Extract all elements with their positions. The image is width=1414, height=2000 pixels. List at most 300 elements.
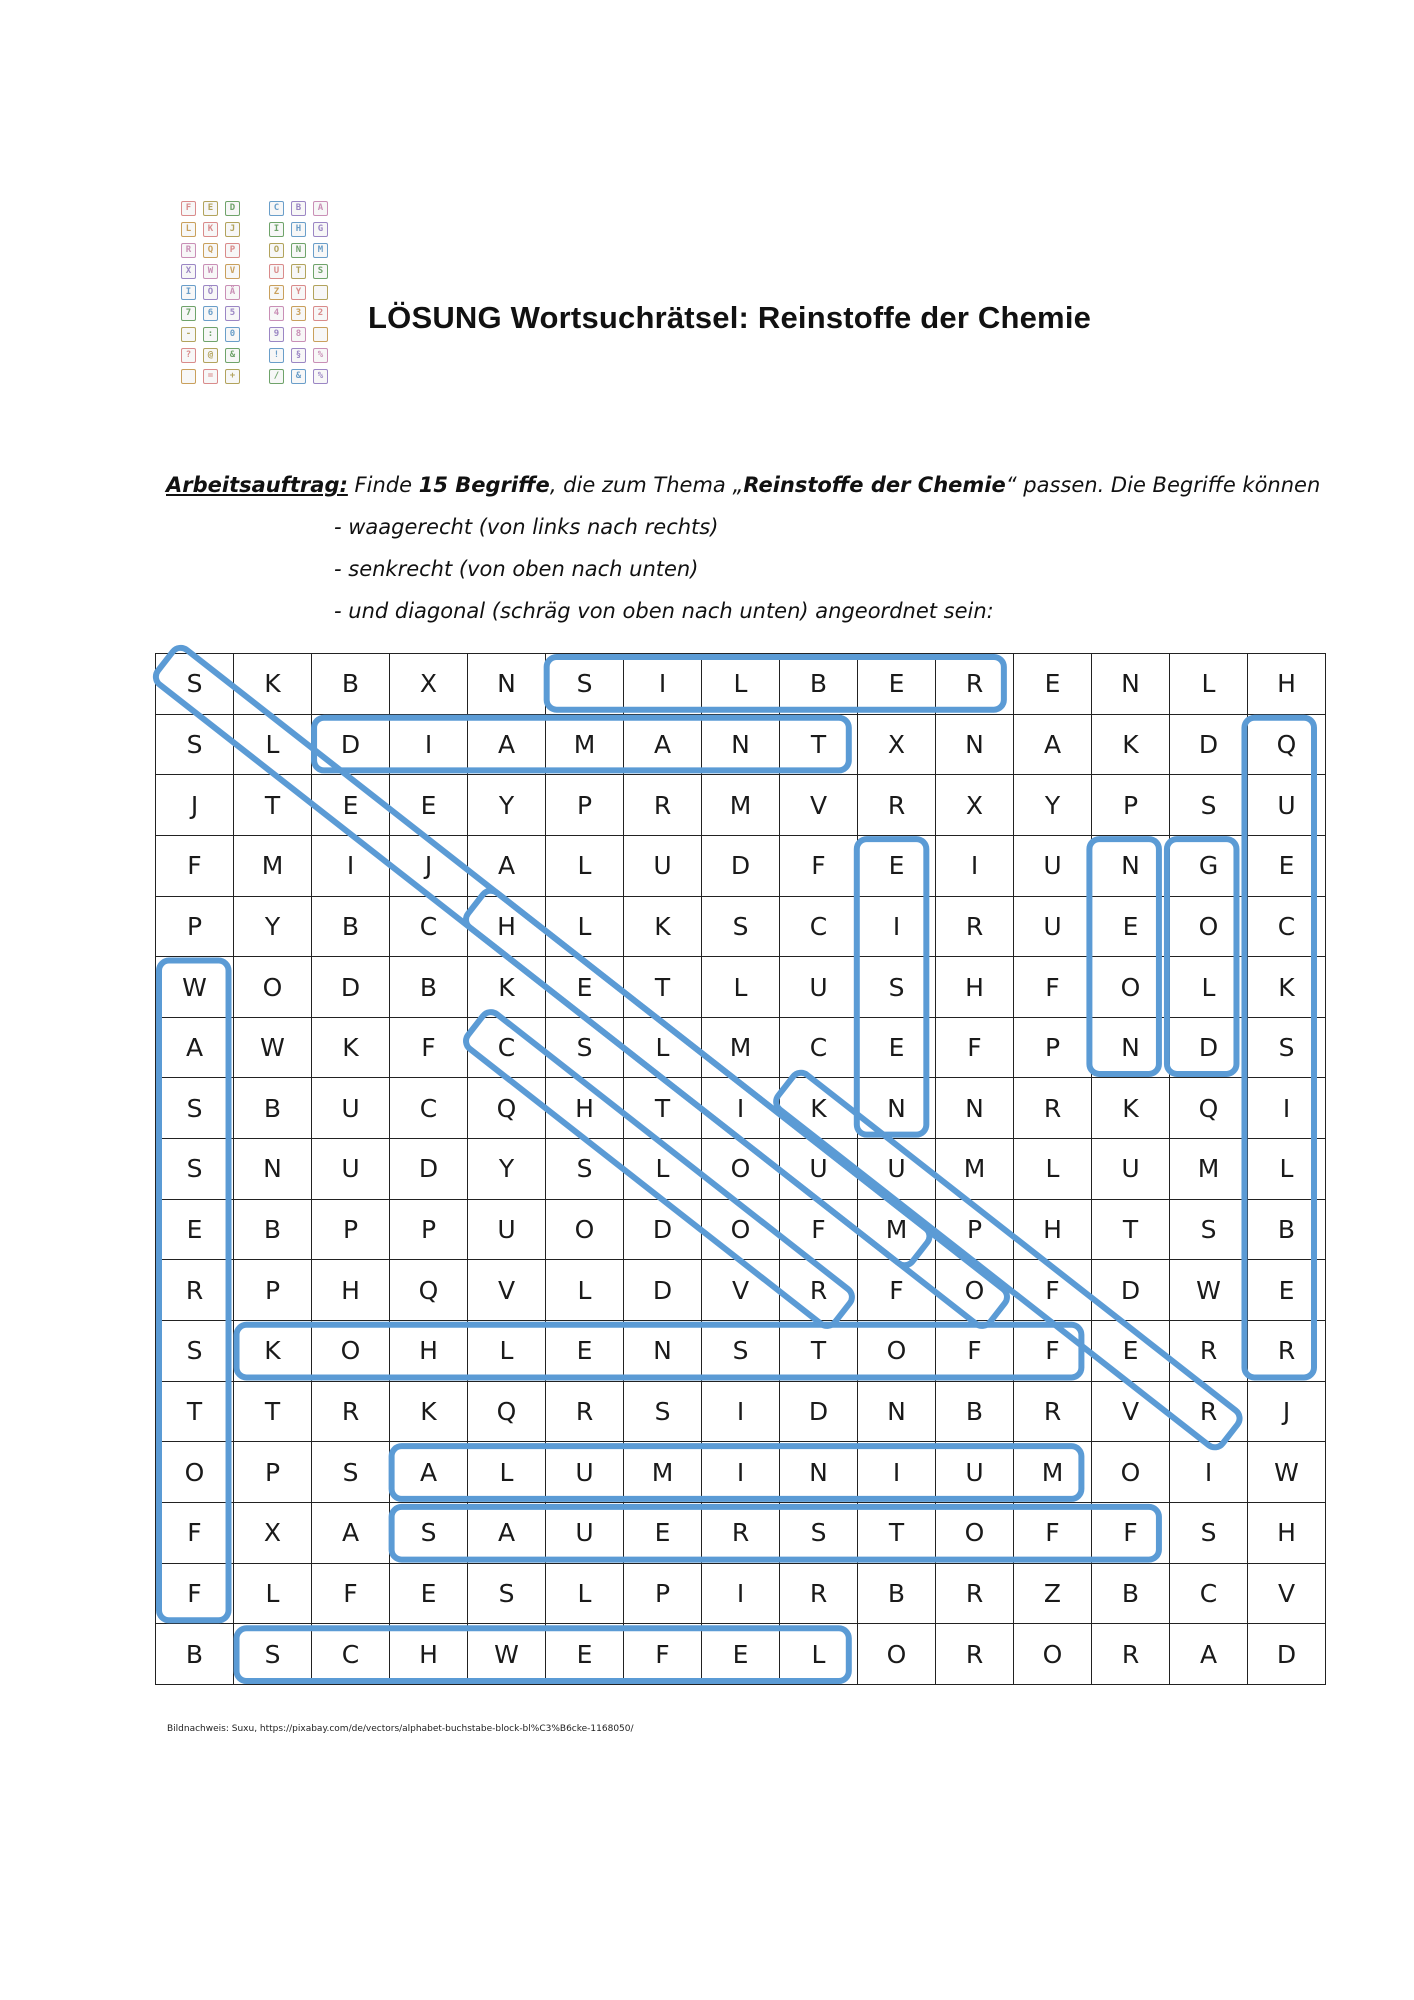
grid-cell[interactable]: I [312, 835, 390, 896]
grid-cell[interactable]: P [390, 1199, 468, 1260]
grid-cell[interactable]: M [858, 1199, 936, 1260]
grid-cell[interactable]: U [780, 1139, 858, 1200]
grid-cell[interactable]: O [1092, 957, 1170, 1018]
grid-cell[interactable]: L [1170, 957, 1248, 1018]
grid-cell[interactable]: O [858, 1321, 936, 1382]
grid-cell[interactable]: W [234, 1017, 312, 1078]
grid-cell[interactable]: Y [468, 1139, 546, 1200]
grid-cell[interactable]: S [702, 1321, 780, 1382]
grid-cell[interactable]: E [546, 1624, 624, 1685]
grid-cell[interactable]: L [546, 835, 624, 896]
grid-cell[interactable]: U [858, 1139, 936, 1200]
grid-cell[interactable]: S [624, 1381, 702, 1442]
grid-cell[interactable]: M [1014, 1442, 1092, 1503]
logo-cube: Ö [203, 285, 218, 300]
grid-cell[interactable]: L [1170, 654, 1248, 715]
grid-cell[interactable]: D [702, 835, 780, 896]
grid-cell[interactable]: H [546, 1078, 624, 1139]
grid-row [156, 775, 1326, 836]
grid-cell[interactable]: O [234, 957, 312, 1018]
grid-cell[interactable]: U [936, 1442, 1014, 1503]
logo-cube: Z [269, 285, 284, 300]
instruction-topic: Reinstoffe der Chemie [743, 473, 1006, 497]
grid-cell[interactable]: U [1014, 896, 1092, 957]
grid-cell[interactable]: F [1014, 1321, 1092, 1382]
grid-cell[interactable]: I [858, 1442, 936, 1503]
grid-cell[interactable]: S [1170, 1502, 1248, 1563]
instruction-label: Arbeitsauftrag: [166, 473, 348, 497]
grid-cell[interactable]: Y [234, 896, 312, 957]
grid-cell[interactable]: V [702, 1260, 780, 1321]
grid-cell[interactable]: D [624, 1260, 702, 1321]
grid-cell[interactable]: E [1014, 654, 1092, 715]
grid-cell[interactable]: E [624, 1502, 702, 1563]
logo-cube: ! [269, 348, 284, 363]
grid-cell[interactable]: I [702, 1381, 780, 1442]
grid-cell[interactable]: R [780, 1563, 858, 1624]
grid-cell[interactable]: N [858, 1381, 936, 1442]
grid-cell[interactable]: E [858, 1017, 936, 1078]
grid-cell[interactable]: N [468, 654, 546, 715]
grid-cell[interactable]: E [1092, 1321, 1170, 1382]
grid-cell[interactable]: R [780, 1260, 858, 1321]
grid-row [156, 1139, 1326, 1200]
grid-cell[interactable]: K [624, 896, 702, 957]
instruction-line-3: - senkrecht (von oben nach unten) [334, 557, 699, 581]
grid-cell[interactable]: O [702, 1139, 780, 1200]
logo-cube: % [313, 369, 328, 384]
grid-cell[interactable]: O [858, 1624, 936, 1685]
grid-cell[interactable]: F [1014, 1502, 1092, 1563]
grid-cell[interactable]: F [390, 1017, 468, 1078]
grid-cell[interactable]: B [312, 896, 390, 957]
grid-cell[interactable]: E [156, 1199, 234, 1260]
grid-cell[interactable]: E [546, 1321, 624, 1382]
grid-cell[interactable]: C [312, 1624, 390, 1685]
grid-cell[interactable]: B [390, 957, 468, 1018]
grid-cell[interactable]: D [1170, 1017, 1248, 1078]
grid-cell[interactable]: P [936, 1199, 1014, 1260]
grid-cell[interactable]: O [312, 1321, 390, 1382]
grid-cell[interactable]: C [468, 1017, 546, 1078]
grid-cell[interactable]: M [234, 835, 312, 896]
grid-cell[interactable]: R [312, 1381, 390, 1442]
grid-cell[interactable]: E [858, 654, 936, 715]
grid-cell[interactable]: M [624, 1442, 702, 1503]
grid-cell[interactable]: H [936, 957, 1014, 1018]
grid-cell[interactable]: D [312, 714, 390, 775]
grid-cell[interactable]: K [1092, 714, 1170, 775]
logo-cube: 2 [313, 306, 328, 321]
grid-cell[interactable]: F [858, 1260, 936, 1321]
grid-row [156, 957, 1326, 1018]
grid-cell[interactable]: K [1092, 1078, 1170, 1139]
grid-cell[interactable]: N [1092, 1017, 1170, 1078]
grid-cell[interactable]: K [1248, 957, 1326, 1018]
grid-cell[interactable]: O [1014, 1624, 1092, 1685]
grid-cell[interactable]: Q [468, 1381, 546, 1442]
grid-cell[interactable]: T [1092, 1199, 1170, 1260]
grid-cell[interactable]: R [624, 775, 702, 836]
grid-row [156, 1260, 1326, 1321]
grid-cell[interactable]: R [1248, 1321, 1326, 1382]
grid-cell[interactable]: A [468, 1502, 546, 1563]
logo-cube: ? [181, 348, 196, 363]
grid-cell[interactable]: S [546, 1139, 624, 1200]
grid-cell[interactable]: F [1014, 1260, 1092, 1321]
grid-row [156, 1381, 1326, 1442]
grid-cell[interactable]: P [312, 1199, 390, 1260]
grid-cell[interactable]: A [312, 1502, 390, 1563]
grid-cell[interactable]: P [624, 1563, 702, 1624]
grid-cell[interactable]: U [1092, 1139, 1170, 1200]
grid-cell[interactable]: U [312, 1139, 390, 1200]
grid-cell[interactable]: D [624, 1199, 702, 1260]
grid-cell[interactable]: T [780, 714, 858, 775]
grid-cell[interactable]: S [702, 896, 780, 957]
grid-cell[interactable]: K [312, 1017, 390, 1078]
grid-cell[interactable]: E [1248, 1260, 1326, 1321]
grid-cell[interactable]: N [624, 1321, 702, 1382]
grid-cell[interactable]: O [702, 1199, 780, 1260]
grid-row [156, 835, 1326, 896]
grid-cell[interactable]: I [858, 896, 936, 957]
grid-cell[interactable]: N [780, 1442, 858, 1503]
grid-cell[interactable]: S [156, 1139, 234, 1200]
grid-cell[interactable]: K [468, 957, 546, 1018]
grid-cell[interactable]: T [624, 1078, 702, 1139]
grid-cell[interactable]: E [546, 957, 624, 1018]
grid-cell[interactable]: P [1092, 775, 1170, 836]
grid-cell[interactable]: S [390, 1502, 468, 1563]
grid-cell[interactable]: K [234, 654, 312, 715]
grid-cell[interactable]: R [936, 1624, 1014, 1685]
grid-cell[interactable]: M [702, 775, 780, 836]
grid-cell[interactable]: B [312, 654, 390, 715]
grid-cell[interactable]: L [546, 896, 624, 957]
grid-cell[interactable]: A [1014, 714, 1092, 775]
grid-cell[interactable]: M [1170, 1139, 1248, 1200]
grid-cell[interactable]: S [156, 654, 234, 715]
grid-cell[interactable]: J [1248, 1381, 1326, 1442]
grid-cell[interactable]: H [312, 1260, 390, 1321]
grid-cell[interactable]: X [390, 654, 468, 715]
grid-cell[interactable]: B [780, 654, 858, 715]
grid-cell[interactable]: H [1248, 654, 1326, 715]
grid-cell[interactable]: E [390, 775, 468, 836]
grid-cell[interactable]: E [702, 1624, 780, 1685]
grid-cell[interactable]: M [702, 1017, 780, 1078]
grid-cell[interactable]: K [390, 1381, 468, 1442]
grid-cell[interactable]: V [468, 1260, 546, 1321]
grid-row [156, 1502, 1326, 1563]
logo-cube: I [269, 222, 284, 237]
grid-cell[interactable]: U [546, 1442, 624, 1503]
grid-cell[interactable]: F [936, 1017, 1014, 1078]
grid-cell[interactable]: E [390, 1563, 468, 1624]
grid-cell[interactable]: J [156, 775, 234, 836]
grid-cell[interactable]: W [1248, 1442, 1326, 1503]
grid-cell[interactable]: I [390, 714, 468, 775]
grid-cell[interactable]: M [546, 714, 624, 775]
grid-cell[interactable]: F [312, 1563, 390, 1624]
grid-cell[interactable]: F [936, 1321, 1014, 1382]
grid-cell[interactable]: M [936, 1139, 1014, 1200]
grid-cell[interactable]: U [468, 1199, 546, 1260]
grid-cell[interactable]: L [546, 1260, 624, 1321]
logo-cube: 4 [269, 306, 284, 321]
grid-cell[interactable]: U [1248, 775, 1326, 836]
grid-cell[interactable]: O [936, 1502, 1014, 1563]
logo-cube: W [203, 264, 218, 279]
grid-cell[interactable]: W [468, 1624, 546, 1685]
grid-cell[interactable]: L [468, 1321, 546, 1382]
grid-cell[interactable]: S [1170, 775, 1248, 836]
grid-cell[interactable]: R [156, 1260, 234, 1321]
grid-cell[interactable]: X [936, 775, 1014, 836]
grid-cell[interactable]: L [624, 1139, 702, 1200]
grid-cell[interactable]: F [156, 835, 234, 896]
grid-cell[interactable]: F [624, 1624, 702, 1685]
grid-cell[interactable]: F [780, 835, 858, 896]
grid-row [156, 1199, 1326, 1260]
grid-cell[interactable]: D [1092, 1260, 1170, 1321]
grid-cell[interactable]: I [702, 1563, 780, 1624]
logo-cube: U [269, 264, 284, 279]
grid-cell[interactable]: S [156, 714, 234, 775]
instruction-count: 15 Begriffe [418, 473, 550, 497]
grid-cell[interactable]: C [1248, 896, 1326, 957]
grid-row [156, 1442, 1326, 1503]
grid-cell[interactable]: I [1170, 1442, 1248, 1503]
grid-cell[interactable]: E [858, 835, 936, 896]
grid-cell[interactable]: P [1014, 1017, 1092, 1078]
grid-cell[interactable]: U [780, 957, 858, 1018]
grid-cell[interactable]: I [936, 835, 1014, 896]
grid-cell[interactable]: V [1248, 1563, 1326, 1624]
logo-cube: S [313, 264, 328, 279]
grid-cell[interactable]: S [468, 1563, 546, 1624]
grid-cell[interactable]: C [390, 1078, 468, 1139]
grid-cell[interactable]: E [312, 775, 390, 836]
grid-cell[interactable]: N [702, 714, 780, 775]
grid-cell[interactable]: J [390, 835, 468, 896]
grid-cell[interactable]: S [156, 1078, 234, 1139]
grid-cell[interactable]: D [1170, 714, 1248, 775]
grid-cell[interactable]: L [234, 1563, 312, 1624]
grid-cell[interactable]: S [312, 1442, 390, 1503]
grid-row [156, 714, 1326, 775]
grid-cell[interactable]: F [1014, 957, 1092, 1018]
grid-cell[interactable]: N [936, 1078, 1014, 1139]
grid-cell[interactable]: T [156, 1381, 234, 1442]
grid-cell[interactable]: Q [1170, 1078, 1248, 1139]
grid-cell[interactable]: D [312, 957, 390, 1018]
grid-cell[interactable]: V [1092, 1381, 1170, 1442]
grid-cell[interactable]: W [1170, 1260, 1248, 1321]
grid-cell[interactable]: U [1014, 835, 1092, 896]
grid-cell[interactable]: Q [1248, 714, 1326, 775]
grid-cell[interactable]: R [702, 1502, 780, 1563]
grid-cell[interactable]: A [156, 1017, 234, 1078]
grid-cell[interactable]: X [234, 1502, 312, 1563]
grid-cell[interactable]: R [936, 1563, 1014, 1624]
instruction-line-1 [166, 464, 1320, 506]
grid-cell[interactable]: B [858, 1563, 936, 1624]
grid-cell[interactable]: L [546, 1563, 624, 1624]
grid-cell[interactable]: O [936, 1260, 1014, 1321]
grid-cell[interactable]: R [1170, 1381, 1248, 1442]
grid-cell[interactable]: L [702, 654, 780, 715]
grid-cell[interactable]: G [1170, 835, 1248, 896]
logo-cube: C [269, 201, 284, 216]
grid-cell[interactable]: C [390, 896, 468, 957]
grid-cell[interactable]: F [1092, 1502, 1170, 1563]
logo-cube: & [225, 348, 240, 363]
logo-cube: 8 [291, 327, 306, 342]
grid-cell[interactable]: S [858, 957, 936, 1018]
grid-cell[interactable]: D [390, 1139, 468, 1200]
grid-cell[interactable]: R [1014, 1381, 1092, 1442]
grid-cell[interactable]: H [390, 1321, 468, 1382]
grid-row [156, 1017, 1326, 1078]
grid-cell[interactable]: S [546, 1017, 624, 1078]
grid-cell[interactable]: A [468, 714, 546, 775]
grid-cell[interactable]: S [1170, 1199, 1248, 1260]
grid-cell[interactable]: F [156, 1563, 234, 1624]
grid-cell[interactable]: L [468, 1442, 546, 1503]
grid-cell[interactable]: O [156, 1442, 234, 1503]
grid-cell[interactable]: P [234, 1260, 312, 1321]
grid-cell[interactable]: R [858, 775, 936, 836]
grid-cell[interactable]: T [234, 775, 312, 836]
grid-cell[interactable]: Z [1014, 1563, 1092, 1624]
grid-cell[interactable]: O [546, 1199, 624, 1260]
image-credit: Bildnachweis: Suxu, https://pixabay.com/de/vectors/alphabet-buchstabe-block-bl%C3%B6cke-1168050/ [167, 1724, 634, 1734]
grid-cell[interactable]: N [936, 714, 1014, 775]
grid-cell[interactable]: E [1092, 896, 1170, 957]
grid-cell[interactable]: H [390, 1624, 468, 1685]
grid-cell[interactable]: B [1092, 1563, 1170, 1624]
grid-cell[interactable]: N [858, 1078, 936, 1139]
grid-cell[interactable]: L [780, 1624, 858, 1685]
grid-cell[interactable]: H [1014, 1199, 1092, 1260]
grid-cell[interactable]: F [156, 1502, 234, 1563]
grid-cell[interactable]: N [234, 1139, 312, 1200]
grid-cell[interactable]: K [780, 1078, 858, 1139]
logo-cube: G [313, 222, 328, 237]
logo-cube: H [291, 222, 306, 237]
grid-cell[interactable]: P [546, 775, 624, 836]
logo-cube: I [181, 285, 196, 300]
grid-cell[interactable]: N [1092, 654, 1170, 715]
grid-cell[interactable]: R [936, 896, 1014, 957]
grid-cell[interactable]: B [234, 1078, 312, 1139]
grid-cell[interactable]: I [1248, 1078, 1326, 1139]
grid-cell[interactable]: Q [468, 1078, 546, 1139]
grid-cell[interactable]: A [468, 835, 546, 896]
logo-cube: 9 [269, 327, 284, 342]
grid-cell[interactable]: S [1248, 1017, 1326, 1078]
grid-cell[interactable]: I [702, 1078, 780, 1139]
grid-cell[interactable]: C [780, 1017, 858, 1078]
grid-cell[interactable]: W [156, 957, 234, 1018]
grid-cell[interactable]: R [1092, 1624, 1170, 1685]
grid-cell[interactable]: I [624, 654, 702, 715]
grid-cell[interactable]: K [234, 1321, 312, 1382]
grid-cell[interactable]: P [156, 896, 234, 957]
grid-cell[interactable]: U [624, 835, 702, 896]
grid-cell[interactable]: U [546, 1502, 624, 1563]
grid-cell[interactable]: T [234, 1381, 312, 1442]
grid-cell[interactable]: B [156, 1624, 234, 1685]
grid-cell[interactable]: S [780, 1502, 858, 1563]
grid-cell[interactable]: B [1248, 1199, 1326, 1260]
grid-cell[interactable]: L [702, 957, 780, 1018]
grid-cell[interactable]: T [780, 1321, 858, 1382]
grid-cell[interactable]: D [780, 1381, 858, 1442]
grid-cell[interactable]: F [780, 1199, 858, 1260]
grid-cell[interactable]: X [858, 714, 936, 775]
grid-cell[interactable]: Y [468, 775, 546, 836]
grid-cell[interactable]: E [1248, 835, 1326, 896]
grid-cell[interactable]: L [624, 1017, 702, 1078]
grid-cell[interactable]: Q [390, 1260, 468, 1321]
grid-cell[interactable]: C [780, 896, 858, 957]
logo-cube: T [291, 264, 306, 279]
grid-cell[interactable]: A [390, 1442, 468, 1503]
grid-cell[interactable]: D [1248, 1624, 1326, 1685]
grid-cell[interactable]: U [312, 1078, 390, 1139]
logo-cube [313, 285, 328, 300]
logo-cube: D [225, 201, 240, 216]
grid-cell[interactable]: R [936, 654, 1014, 715]
instruction-text-a: Finde [347, 473, 419, 497]
grid-cell[interactable]: S [234, 1624, 312, 1685]
grid-cell[interactable]: O [1092, 1442, 1170, 1503]
logo-cube: 7 [181, 306, 196, 321]
instruction-text-c: “ passen. Die Begriffe können [1005, 473, 1321, 497]
grid-cell[interactable]: H [1248, 1502, 1326, 1563]
grid-cell[interactable]: C [1170, 1563, 1248, 1624]
grid-cell[interactable]: H [468, 896, 546, 957]
grid-cell[interactable]: B [234, 1199, 312, 1260]
logo-cube: 3 [291, 306, 306, 321]
grid-cell[interactable]: R [546, 1381, 624, 1442]
grid-cell[interactable]: A [624, 714, 702, 775]
grid-cell[interactable]: L [1248, 1139, 1326, 1200]
grid-cell[interactable]: N [1092, 835, 1170, 896]
grid-cell[interactable]: P [234, 1442, 312, 1503]
grid-cell[interactable]: Y [1014, 775, 1092, 836]
grid-cell[interactable]: L [234, 714, 312, 775]
logo-cube: 6 [203, 306, 218, 321]
grid-cell[interactable]: T [858, 1502, 936, 1563]
grid-cell[interactable]: A [1170, 1624, 1248, 1685]
grid-cell[interactable]: I [702, 1442, 780, 1503]
logo-cube: L [181, 222, 196, 237]
grid-cell[interactable]: R [1170, 1321, 1248, 1382]
grid-cell[interactable]: L [1014, 1139, 1092, 1200]
grid-cell[interactable]: O [1170, 896, 1248, 957]
grid-cell[interactable]: S [546, 654, 624, 715]
grid-cell[interactable]: S [156, 1321, 234, 1382]
grid-cell[interactable]: R [1014, 1078, 1092, 1139]
grid-cell[interactable]: B [936, 1381, 1014, 1442]
grid-cell[interactable]: T [624, 957, 702, 1018]
grid-cell[interactable]: V [780, 775, 858, 836]
grid-row [156, 896, 1326, 957]
